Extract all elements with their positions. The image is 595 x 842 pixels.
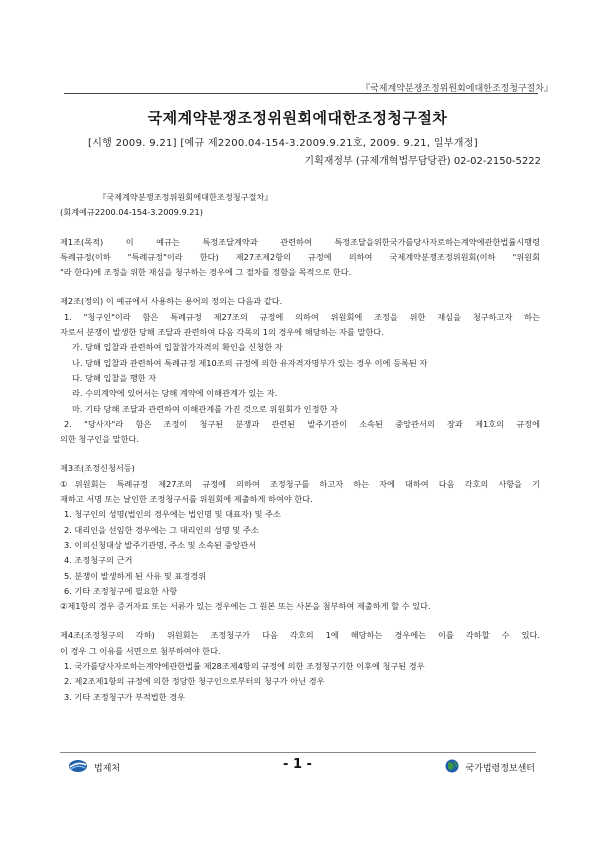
article-line: 3. 기타 조정청구가 부적법한 경우 bbox=[64, 691, 186, 702]
article-line: "라 한다)에 조정을 위한 재심을 청구하는 경우에 그 절차를 정함을 목적으로 한다. bbox=[60, 267, 352, 278]
article-line: 특례규정(이하 "특례규정"이라 한다) 제27조제2항의 규정에 의하여 국제계약분쟁조정위원회(이하 "위원회 bbox=[60, 251, 540, 262]
article-line: ①위원회는 특례규정 제27조의 규정에 의하여 조정청구를 하고자 하는 자에 대하여 다음 각호의 사항을 기 bbox=[60, 478, 540, 489]
article-line: 2. 제2조제1항의 규정에 의한 정당한 청구인으로부터의 청구가 아닌 경우 bbox=[64, 676, 325, 687]
doc-title-line: 『국제계약분쟁조정위원회에대한조정청구절차』 bbox=[98, 192, 273, 202]
article-line: 자로서 분쟁이 발생한 당해 조달과 관련하여 다음 각목의 1의 경우에 해당하는 자를 말한다. bbox=[60, 327, 384, 338]
footer-right-label: 국가법령정보센터 bbox=[465, 764, 535, 774]
article-line: 재하고 서명 또는 날인한 조정청구서를 위원회에 제출하게 하여야 한다. bbox=[60, 494, 313, 505]
article-4 bbox=[60, 628, 540, 704]
article-line: 1. "청구인"이라 함은 특례규정 제27조의 규정에 의하여 위원회에 조정을 위한 재심을 청구하고자 하는 bbox=[64, 311, 540, 322]
doc-number-line: (회계예규2200.04-154-3.2009.9.21) bbox=[60, 207, 203, 218]
article-line: 4. 조정청구의 근거 bbox=[64, 555, 133, 566]
article-line: 의한 청구인을 말한다. bbox=[60, 434, 139, 445]
article-line: 2. "당사자"라 함은 조정이 청구된 분쟁과 관련된 발주기관이 소속된 중앙관서의 장과 제1호의 규정에 bbox=[64, 418, 540, 429]
article-line: 6. 기타 조정청구에 필요한 사항 bbox=[64, 585, 178, 596]
article-line: 마. 기타 당해 조달과 관련하여 이해관계를 가진 것으로 위원회가 인정한 자 bbox=[72, 403, 338, 414]
article-line: 제2조(정의) 이 예규에서 사용하는 용어의 정의는 다음과 같다. bbox=[60, 296, 283, 307]
article-line: 제4조(조정청구의 각하) 위원회는 조정청구가 다음 각호의 1에 해당하는 경우에는 이를 각하할 수 있다. bbox=[60, 630, 540, 641]
running-header: 『국제계약분쟁조정위원회에대한조정청구절차』 bbox=[361, 84, 553, 94]
globe-logo-icon bbox=[445, 759, 459, 776]
article-line: 나. 당해 입찰과 관련하여 특례규정 제10조의 규정에 의한 유자격자명부가 있는 경우 이에 등록된 자 bbox=[72, 357, 428, 368]
article-line: 1. 청구인의 성명(법인의 경우에는 법인명 및 대표자) 및 주소 bbox=[64, 509, 281, 520]
footer-right bbox=[445, 759, 535, 776]
article-1 bbox=[60, 235, 540, 281]
article-3 bbox=[60, 461, 540, 614]
article-line: 제3조(조정신청서등) bbox=[60, 463, 135, 474]
article-line: ②제1항의 경우 증거자료 또는 서류가 있는 경우에는 그 원본 또는 사본을 첨부하여 제출하게 할 수 있다. bbox=[60, 601, 431, 612]
article-line: 라. 수의계약에 있어서는 당해 계약에 이해관계가 있는 자. bbox=[72, 388, 278, 399]
header-divider bbox=[64, 93, 538, 94]
article-line: 5. 분쟁이 발생하게 된 사유 및 표정경위 bbox=[64, 570, 207, 581]
article-line: 이 경우 그 이유를 서면으로 첨부하여야 한다. bbox=[60, 645, 221, 656]
article-line: 2. 대리인을 선임한 경우에는 그 대리인의 성명 및 주소 bbox=[64, 524, 259, 535]
article-line: 제1조(목적) 이 예규는 특정조달계약과 관련하여 특정조달을위한국가를당사자로하는계약에관한법률시행령 bbox=[60, 236, 540, 247]
article-2 bbox=[60, 294, 540, 447]
ministry-contact: 기획재정부 (규제개혁법무담당관) 02-02-2150-5222 bbox=[304, 156, 541, 167]
footer-divider bbox=[60, 752, 536, 753]
enforcement-info: [시행 2009. 9.21] [예규 제2200.04-154-3.2009.9.21호, 2009. 9.21, 일부개정] bbox=[88, 138, 478, 149]
article-line: 1. 국가를당사자로하는계약에관한법률 제28조제4항의 규정에 의한 조정청구기한 이후에 청구된 경우 bbox=[64, 661, 425, 672]
article-line: 가. 당해 입찰과 관련하여 입찰참가자격의 확인을 신청한 자 bbox=[72, 342, 283, 353]
footer-left-label: 법제처 bbox=[94, 764, 121, 774]
page-title: 국제계약분쟁조정위원회에대한조정청구절차 bbox=[147, 109, 448, 127]
page-number: - 1 - bbox=[283, 757, 312, 772]
article-line: 다. 당해 입찰을 행한 자 bbox=[72, 372, 157, 383]
article-line: 3. 이의신청대상 발주기관명, 주소 및 소속된 중앙관서 bbox=[64, 539, 257, 550]
document-body bbox=[60, 190, 540, 705]
